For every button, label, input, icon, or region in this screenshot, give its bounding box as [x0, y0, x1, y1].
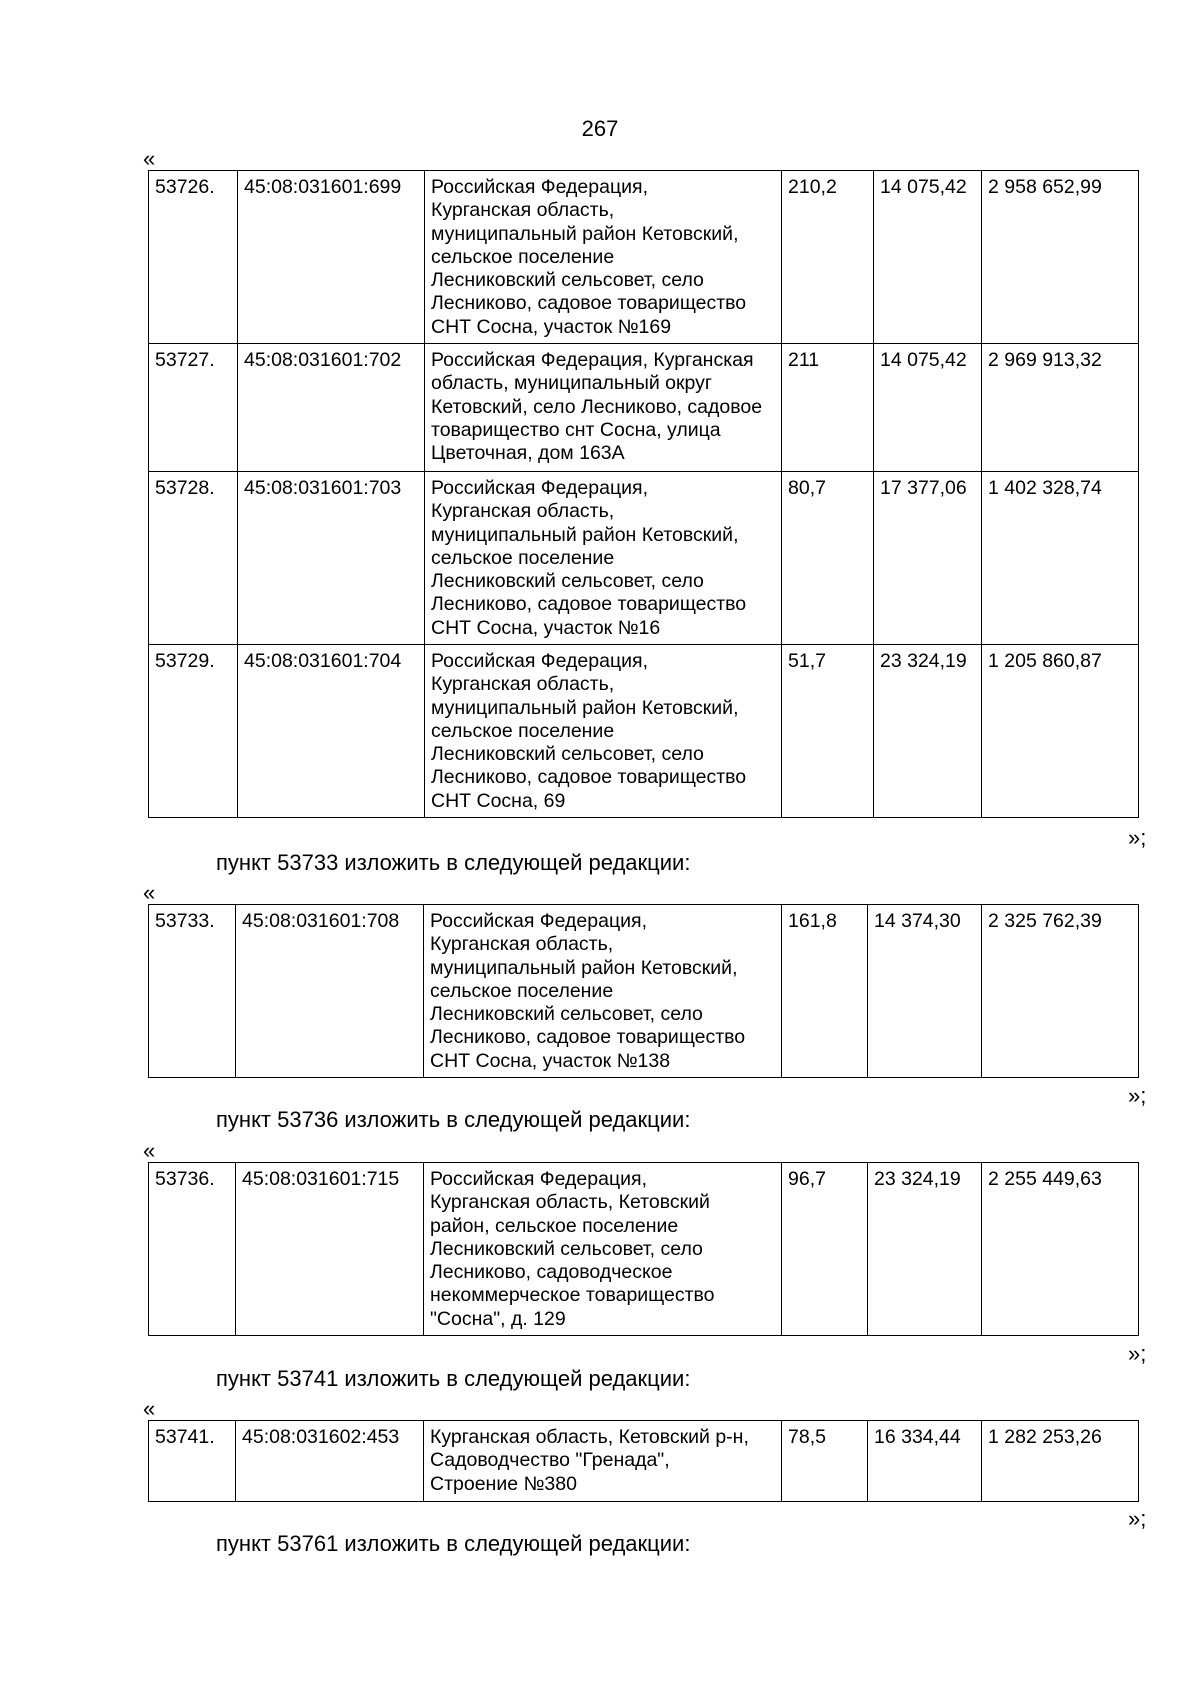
cadastral-number: 45:08:031602:453: [236, 1421, 424, 1502]
specific-value: 17 377,06: [874, 472, 982, 645]
cadastral-value: 2 325 762,39: [982, 905, 1139, 1078]
specific-value: 16 334,44: [868, 1421, 982, 1502]
quote-open-mark: «: [143, 880, 156, 905]
cadastral-value: 2 958 652,99: [982, 171, 1139, 344]
row-number: 53726.: [149, 171, 238, 344]
row-number: 53736.: [149, 1163, 236, 1336]
area: 96,7: [782, 1163, 868, 1336]
property-address: Российская Федерация, Курганская область, Кетовский район, сельское поселение Лесниковский сельсовет, село Лесниково, садоводческое некоммерческое товарищество "Сосна", д. 129: [424, 1163, 782, 1336]
table-row: [149, 905, 1139, 1078]
specific-value: 23 324,19: [868, 1163, 982, 1336]
property-table-2: [148, 904, 1139, 1078]
quote-open-mark: «: [143, 1138, 156, 1163]
quote-close-mark: »;: [1128, 825, 1147, 850]
row-number: 53741.: [149, 1421, 236, 1502]
cadastral-number: 45:08:031601:703: [238, 472, 425, 645]
table-row: [149, 472, 1139, 645]
cadastral-number: 45:08:031601:704: [238, 645, 425, 818]
cadastral-value: 1 205 860,87: [982, 645, 1139, 818]
specific-value: 23 324,19: [874, 645, 982, 818]
property-address: Курганская область, Кетовский р-н, Садоводчество "Гренада", Строение №380: [424, 1421, 782, 1502]
area: 161,8: [782, 905, 868, 1078]
quote-open-mark: «: [143, 146, 156, 171]
specific-value: 14 075,42: [874, 171, 982, 344]
quote-close-mark: »;: [1128, 1083, 1147, 1108]
table-row: [149, 1163, 1139, 1336]
property-table-4: [148, 1420, 1139, 1502]
cadastral-value: 2 255 449,63: [982, 1163, 1139, 1336]
property-table-1: [148, 170, 1139, 818]
row-number: 53727.: [149, 344, 238, 472]
specific-value: 14 374,30: [868, 905, 982, 1078]
table-row: [149, 171, 1139, 344]
page-number: 267: [581, 116, 619, 141]
table-row: [149, 344, 1139, 472]
cadastral-number: 45:08:031601:708: [236, 905, 424, 1078]
table-row: [149, 1421, 1139, 1502]
cadastral-value: 1 402 328,74: [982, 472, 1139, 645]
row-number: 53728.: [149, 472, 238, 645]
specific-value: 14 075,42: [874, 344, 982, 472]
row-number: 53733.: [149, 905, 236, 1078]
area: 211: [782, 344, 874, 472]
property-address: Российская Федерация, Курганская область, муниципальный район Кетовский, сельское поселение Лесниковский сельсовет, село Лесниково, садовое товарищество СНТ Сосна, участок №16: [425, 472, 782, 645]
instruction-line: пункт 53736 изложить в следующей редакции:: [216, 1107, 691, 1132]
area: 80,7: [782, 472, 874, 645]
area: 210,2: [782, 171, 874, 344]
cadastral-number: 45:08:031601:715: [236, 1163, 424, 1336]
quote-open-mark: «: [143, 1396, 156, 1421]
quote-close-mark: »;: [1128, 1506, 1147, 1531]
property-address: Российская Федерация, Курганская область, муниципальный район Кетовский, сельское поселение Лесниковский сельсовет, село Лесниково, садовое товарищество СНТ Сосна, 69: [425, 645, 782, 818]
property-address: Российская Федерация, Курганская область, муниципальный район Кетовский, сельское поселение Лесниковский сельсовет, село Лесниково, садовое товарищество СНТ Сосна, участок №169: [425, 171, 782, 344]
cadastral-value: 1 282 253,26: [982, 1421, 1139, 1502]
cadastral-number: 45:08:031601:699: [238, 171, 425, 344]
table-row: [149, 645, 1139, 818]
cadastral-number: 45:08:031601:702: [238, 344, 425, 472]
property-address: Российская Федерация, Курганская область, муниципальный округ Кетовский, село Лесниково, садовое товарищество снт Сосна, улица Цветочная, дом 163А: [425, 344, 782, 472]
cadastral-value: 2 969 913,32: [982, 344, 1139, 472]
property-table-3: [148, 1162, 1139, 1336]
area: 78,5: [782, 1421, 868, 1502]
instruction-line: пункт 53741 изложить в следующей редакции:: [216, 1366, 691, 1391]
instruction-line: пункт 53761 изложить в следующей редакции:: [216, 1531, 691, 1556]
instruction-line: пункт 53733 изложить в следующей редакции:: [216, 850, 691, 875]
area: 51,7: [782, 645, 874, 818]
property-address: Российская Федерация, Курганская область, муниципальный район Кетовский, сельское поселение Лесниковский сельсовет, село Лесниково, садовое товарищество СНТ Сосна, участок №138: [424, 905, 782, 1078]
quote-close-mark: »;: [1128, 1341, 1147, 1366]
row-number: 53729.: [149, 645, 238, 818]
